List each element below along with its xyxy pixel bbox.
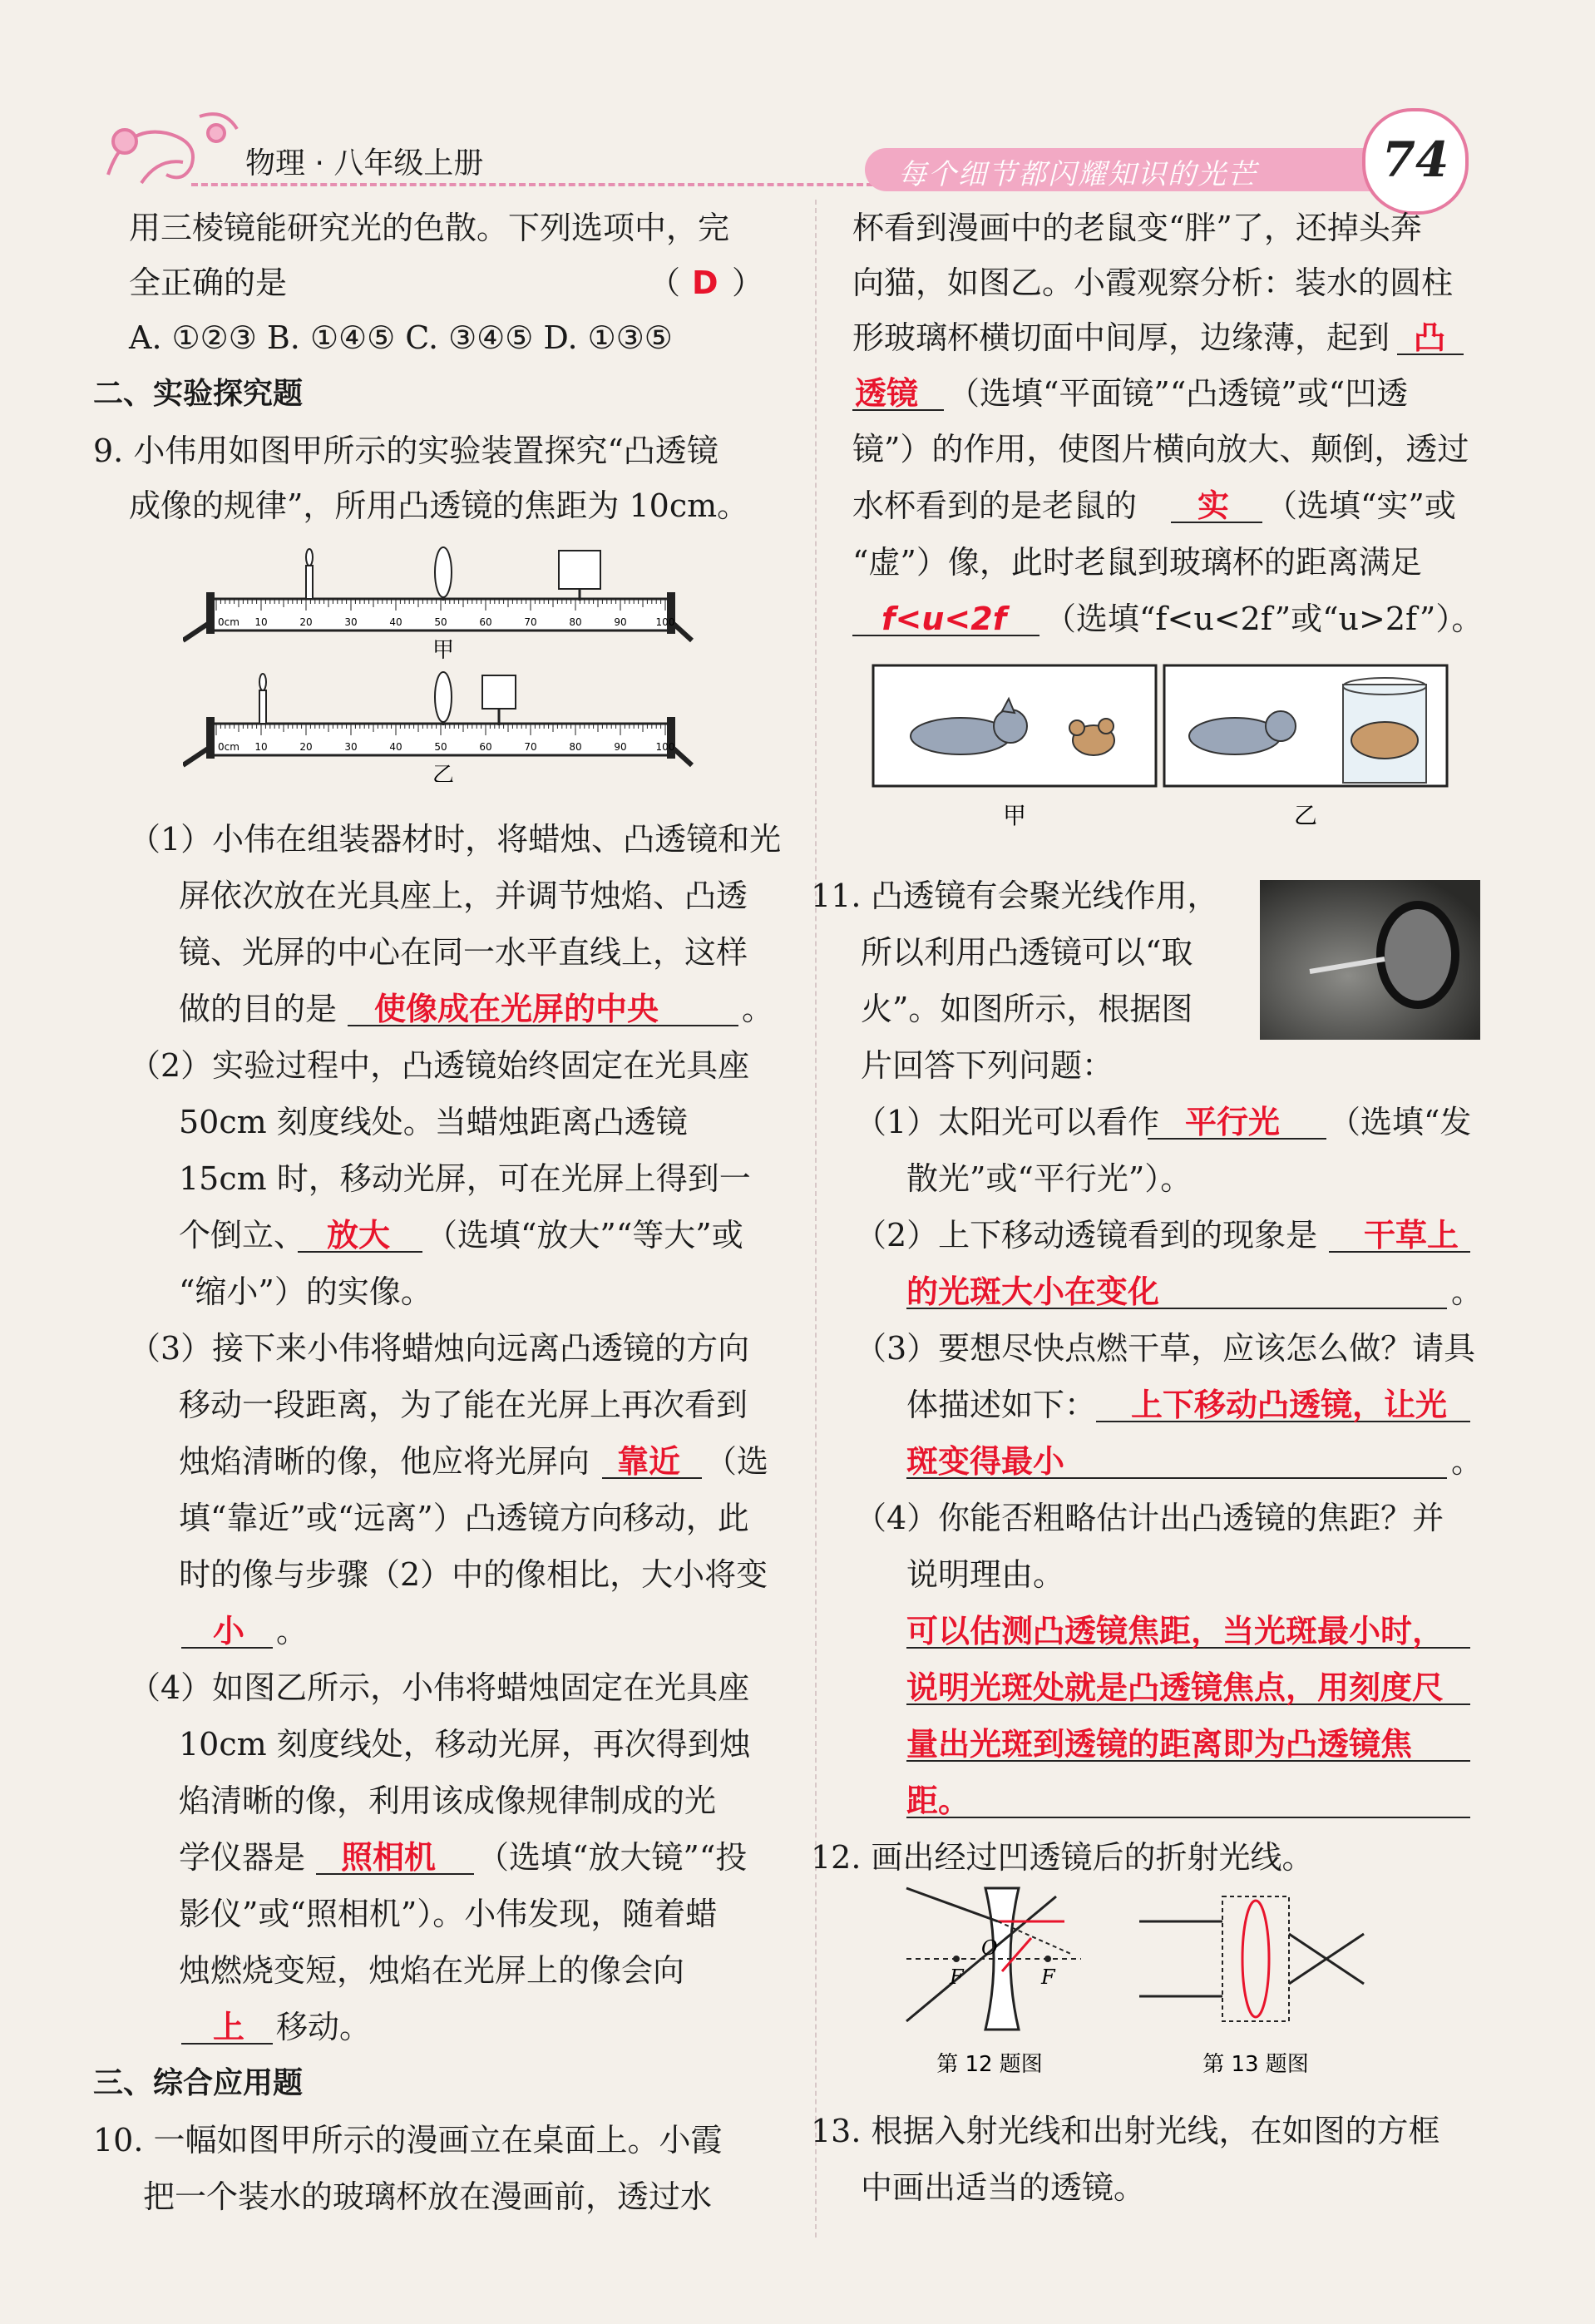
q11-text-line: 11. 凸透镜有会聚光线作用， <box>811 878 1219 914</box>
ruler-tick-label: 60 <box>479 741 492 753</box>
q9-part2-line: “缩小”）的实像。 <box>179 1273 432 1310</box>
q11-part1-answer: 平行光 <box>1185 1104 1281 1140</box>
optical-bench-jia <box>183 547 692 663</box>
ruler-tick-label: 80 <box>569 741 582 753</box>
convex-lens-answer <box>1242 1901 1269 2017</box>
candle-flame <box>306 549 313 566</box>
candle <box>306 566 313 599</box>
figure-caption-jia: 甲 <box>1002 802 1027 829</box>
q9-part4-line: 10cm 刻度线处，移动光屏，再次得到烛 <box>179 1726 751 1763</box>
ruler-tick-label: 70 <box>524 616 537 628</box>
convex-lens <box>435 672 452 722</box>
q11-part1-line: 散光”或“平行光”）。 <box>906 1160 1193 1197</box>
ruler-tick-label: 40 <box>389 741 402 753</box>
ruler-tick-label: 30 <box>344 616 358 628</box>
focal-label: F <box>950 1966 964 1989</box>
figure-caption-q12: 第 12 题图 <box>936 2052 1043 2077</box>
page-number: 74 <box>1362 108 1469 215</box>
q11-part2-answer: 干草上 <box>1364 1217 1459 1253</box>
q9-part4-answer2: 上 <box>213 2009 245 2045</box>
q10-text-line: （选填“实”或 <box>1266 487 1456 524</box>
q8-paren-close: ） <box>732 265 764 301</box>
ruler-tick-label: 60 <box>479 616 492 628</box>
ruler-tick-label: 80 <box>569 616 582 628</box>
q11-part1-line: （1）太阳光可以看作 <box>855 1104 1160 1140</box>
q9-part3-line: （3）接下来小伟将蜡烛向远离凸透镜的方向 <box>129 1330 750 1367</box>
ruler-unit-label: 0cm <box>218 616 239 628</box>
q9-part1-line: 做的目的是 <box>179 991 338 1027</box>
q11-part3-answer-cont: 斑变得最小 <box>906 1443 1065 1480</box>
q10-text-line: 把一个装水的玻璃杯放在漫画前，透过水 <box>143 2178 713 2215</box>
candle <box>259 690 266 724</box>
section-heading: 三、综合应用题 <box>93 2066 304 2100</box>
q11-text-line: 火”。如图所示，根据图 <box>861 991 1193 1027</box>
q11-text-line: 所以利用凸透镜可以“取 <box>861 934 1193 971</box>
ruler-tick-label: 90 <box>614 616 627 628</box>
punct: 。 <box>1451 1273 1484 1310</box>
focal-point <box>953 1956 960 1962</box>
bench-leg <box>674 749 692 765</box>
ruler-tick-label: 50 <box>434 741 447 753</box>
q9-part3-line: 填“靠近”或“远离”）凸透镜方向移动，此 <box>179 1500 749 1536</box>
q10-text-line: “虚”）像，此时老鼠到玻璃杯的距离满足 <box>852 544 1422 581</box>
q9-part4-answer1: 照相机 <box>341 1839 437 1876</box>
q8-answer: D <box>692 265 718 301</box>
q9-part2-line: 个倒立、 <box>179 1217 306 1253</box>
q10-text-line: （选填“平面镜”“凸透镜”或“凹透 <box>948 375 1409 412</box>
optical-bench-figures <box>183 541 699 782</box>
q10-text-line: 杯看到漫画中的老鼠变“胖”了，还掉头奔 <box>852 210 1422 246</box>
q9-text-line: 成像的规律”，所用凸透镜的焦距为 10cm。 <box>129 487 749 524</box>
ruler-tick-label: 10 <box>254 616 268 628</box>
q8-paren-open: （ <box>649 265 681 301</box>
q11-part4-answer: 量出光斑到透镜的距离即为凸透镜焦 <box>906 1726 1413 1763</box>
q9-part2-answer: 放大 <box>327 1217 391 1253</box>
concave-lens-diagram <box>906 1888 1081 2077</box>
q11-part3-line: （3）要想尽快点燃干草，应该怎么做？请具 <box>855 1330 1476 1367</box>
focal-point <box>1044 1956 1051 1962</box>
q9-part2-line: （选填“放大”“等大”或 <box>426 1217 743 1253</box>
mouse-illustration <box>1351 722 1418 759</box>
q10-text-line: 镜”）的作用，使图片横向放大、颠倒，透过 <box>852 431 1469 467</box>
q10-text-line: 10. 一幅如图甲所示的漫画立在桌面上。小霞 <box>93 2122 723 2158</box>
q9-part4-line: 移动。 <box>276 2009 372 2045</box>
q10-text-line: 向猫，如图乙。小霞观察分析：装水的圆柱 <box>852 265 1454 301</box>
q9-text-line: 9. 小伟用如图甲所示的实验装置探究“凸透镜 <box>93 433 718 469</box>
optical-bench-yi <box>183 672 692 782</box>
q11-part1-line: （选填“发 <box>1329 1104 1472 1140</box>
ruler-tick-label: 70 <box>524 741 537 753</box>
ruler-tick-label: 30 <box>344 741 358 753</box>
q9-part1-line: 镜、光屏的中心在同一水平直线上，这样 <box>179 934 748 971</box>
figure-caption-jia: 甲 <box>432 638 455 663</box>
figure-caption-q13: 第 13 题图 <box>1202 2052 1309 2077</box>
q10-answer-lens-cont: 透镜 <box>855 375 919 412</box>
q9-part1-answer: 使像成在光屏的中央 <box>374 991 659 1027</box>
q11-part4-line: （4）你能否粗略估计出凸透镜的焦距？并 <box>855 1500 1444 1536</box>
q11-part3-answer: 上下移动凸透镜，让光 <box>1131 1387 1448 1423</box>
q10-answer-real: 实 <box>1197 487 1230 524</box>
q10-answer-range: f<u<2f <box>881 601 1007 637</box>
q9-part3-answer2: 小 <box>213 1613 245 1649</box>
ruler-tick-label: 20 <box>299 616 313 628</box>
q11-part4-line: 说明理由。 <box>906 1556 1065 1593</box>
ray-diagrams <box>898 1872 1397 2088</box>
bench-leg <box>183 749 208 765</box>
q8-text-line: 全正确的是 <box>129 265 288 301</box>
q10-text-line: 形玻璃杯横切面中间厚，边缘薄，起到 <box>852 319 1390 356</box>
bench-end <box>206 592 215 634</box>
q9-part4-line: （4）如图乙所示，小伟将蜡烛固定在光具座 <box>129 1669 750 1706</box>
q9-part4-line: （选填“放大镜”“投 <box>477 1839 748 1876</box>
q9-part1-line: （1）小伟在组装器材时，将蜡烛、凸透镜和光 <box>129 821 782 858</box>
q9-part3-answer1: 靠近 <box>617 1443 681 1480</box>
ruler-unit-label: 0cm <box>218 741 239 753</box>
q12-text: 12. 画出经过凹透镜后的折射光线。 <box>811 1839 1314 1876</box>
q11-part3-line: 体描述如下： <box>906 1387 1097 1423</box>
q9-part3-line: 烛焰清晰的像，他应将光屏向 <box>179 1443 590 1480</box>
q11-part4-answer: 距。 <box>906 1783 970 1819</box>
q9-part4-line: 学仪器是 <box>179 1839 306 1876</box>
q11-part4-answer: 可以估测凸透镜焦距，当光斑最小时， <box>906 1613 1444 1649</box>
ruler-tick-label: 100 <box>655 741 675 753</box>
punct: 。 <box>1451 1443 1484 1480</box>
q9-part4-line: 影仪”或“照相机”）。小伟发现，随着蜡 <box>179 1896 718 1932</box>
lens-box-diagram <box>1139 1896 1364 2077</box>
q9-part3-line: 移动一段距离，为了能在光屏上再次看到 <box>179 1387 748 1423</box>
ruler-tick-label: 20 <box>299 741 313 753</box>
q9-part4-line: 焰清晰的像，利用该成像规律制成的光 <box>179 1783 717 1819</box>
q11-text-line: 片回答下列问题： <box>861 1047 1114 1084</box>
cartoon-figures <box>869 661 1484 836</box>
column-divider <box>815 200 817 2237</box>
optical-center-label: O <box>981 1936 998 1960</box>
q8-text-line: 用三棱镜能研究光的色散。下列选项中，完 <box>129 210 730 246</box>
q9-part4-line: 烛燃烧变短，烛焰在光屏上的像会向 <box>179 1952 685 1989</box>
q10-text-line: （选填“f<u<2f”或“u>2f”）。 <box>1044 601 1484 637</box>
book-title: 物理 · 八年级上册 <box>245 146 484 180</box>
q10-answer-lens: 凸 <box>1414 319 1446 356</box>
light-screen <box>482 675 516 709</box>
punct: 。 <box>742 991 774 1027</box>
candle-flame <box>259 674 266 690</box>
bench-leg <box>183 624 208 640</box>
magnifier-lens <box>1380 905 1455 1005</box>
glass-of-water <box>1343 678 1426 783</box>
focal-label: F <box>1041 1966 1055 1989</box>
q11-part2-answer-cont: 的光斑大小在变化 <box>906 1273 1160 1310</box>
q9-part2-line: 15cm 时，移动光屏，可在光屏上得到一 <box>179 1160 751 1197</box>
q10-text-line: 水杯看到的是老鼠的 <box>852 487 1138 524</box>
q9-part3-line: 时的像与步骤（2）中的像相比，大小将变 <box>179 1556 768 1593</box>
punct: 。 <box>276 1613 309 1649</box>
ruler-tick-label: 10 <box>254 741 268 753</box>
q13-text-line: 中画出适当的透镜。 <box>861 2169 1146 2206</box>
q9-part3-line: （选 <box>705 1443 769 1480</box>
q8-options: A. ①②③ B. ①④⑤ C. ③④⑤ D. ①③⑤ <box>129 319 673 356</box>
ruler-tick-label: 50 <box>434 616 447 628</box>
q9-part2-line: 50cm 刻度线处。当蜡烛距离凸透镜 <box>179 1104 688 1140</box>
q11-part4-answer: 说明光斑处就是凸透镜焦点，用刻度尺 <box>906 1669 1444 1706</box>
header-dashed-line <box>191 183 873 186</box>
bench-leg <box>674 624 692 640</box>
q9-part2-line: （2）实验过程中，凸透镜始终固定在光具座 <box>129 1047 750 1084</box>
q11-part2-line: （2）上下移动透镜看到的现象是 <box>855 1217 1318 1253</box>
section-heading: 二、实验探究题 <box>93 377 304 411</box>
ruler-tick-label: 100 <box>655 616 675 628</box>
q9-part1-line: 屏依次放在光具座上，并调节烛焰、凸透 <box>179 878 748 914</box>
figure-caption-yi: 乙 <box>432 763 455 782</box>
bench-end <box>206 717 215 759</box>
figure-caption-yi: 乙 <box>1293 802 1318 829</box>
ruler-tick-label: 40 <box>389 616 402 628</box>
convex-lens <box>435 547 452 597</box>
incident-ray <box>906 1888 998 1921</box>
magnifier-photo <box>1260 880 1480 1040</box>
slogan: 每个细节都闪耀知识的光芒 <box>898 158 1257 191</box>
ruler-tick-label: 90 <box>614 741 627 753</box>
light-screen <box>559 551 600 589</box>
q13-text-line: 13. 根据入射光线和出射光线，在如图的方框 <box>811 2113 1440 2149</box>
lens-box <box>1222 1896 1289 2021</box>
